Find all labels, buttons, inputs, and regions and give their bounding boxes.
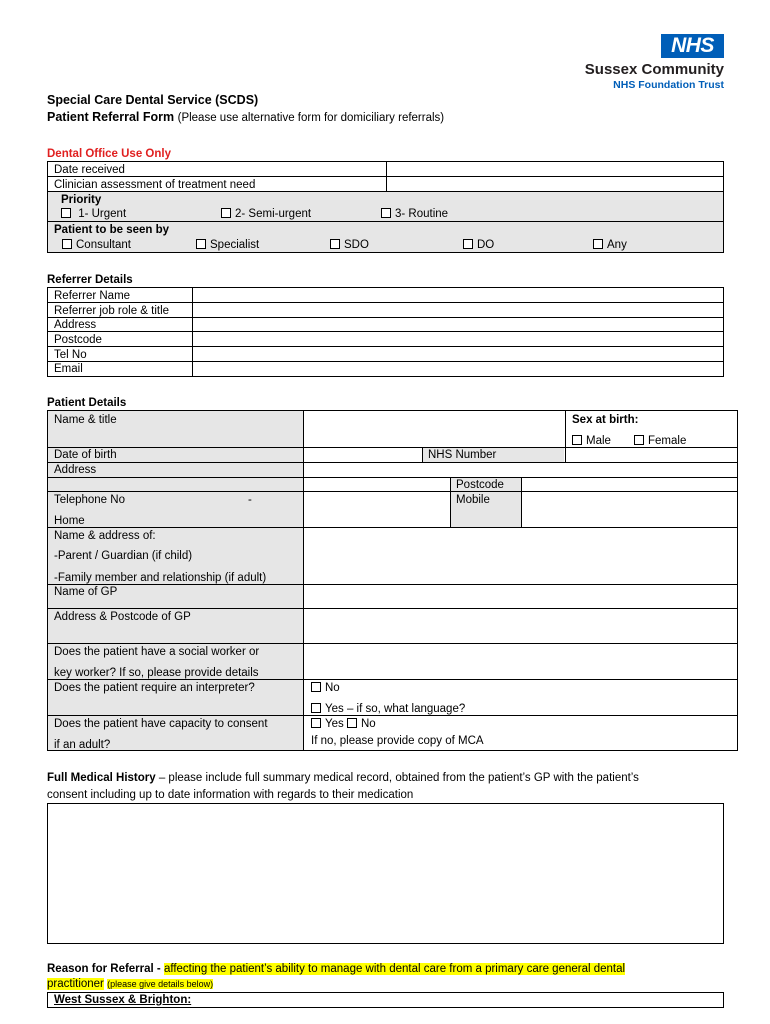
telephone-label: Telephone No [54,494,125,506]
referrer-tel-field[interactable] [193,347,723,361]
seen-do[interactable]: DO [463,238,494,252]
sex-male[interactable]: Male [572,434,611,448]
seen-specialist[interactable]: Specialist [196,238,259,252]
checkbox-icon[interactable] [196,239,206,249]
checkbox-icon[interactable] [221,208,231,218]
form-note: (Please use alternative form for domiciliary referrals) [177,112,445,124]
priority-semi-urgent[interactable]: 2- Semi-urgent [221,207,311,221]
medical-heading: Full Medical History – please include full summary medical record, obtained from the patient’s GP with the patient’s [47,772,639,784]
capacity-note: If no, please provide copy of MCA [311,735,484,747]
service-title: Special Care Dental Service (SCDS) [47,93,259,107]
referrer-role-label: Referrer job role & title [54,305,170,317]
gp-address-label: Address & Postcode of GP [54,611,191,623]
reason-heading-2: practitioner (please give details below) [47,978,214,990]
priority-urgent[interactable]: 1- Urgent [61,207,126,221]
parent-label-3: -Family member and relationship (if adult) [54,572,267,584]
nhs-number-field[interactable] [566,448,737,462]
medical-heading-2: consent including up to date information with regards to their medication [47,789,414,801]
capacity-no[interactable]: No [347,718,376,730]
priority-label: Priority [61,194,102,206]
interpreter-label: Does the patient require an interpreter? [54,682,255,694]
checkbox-icon[interactable] [311,718,321,728]
referrer-email-label: Email [54,363,83,375]
parent-field[interactable] [304,528,737,584]
capacity-options [311,717,376,731]
address-label: Address [54,464,97,476]
sex-female[interactable]: Female [634,434,686,448]
checkbox-icon[interactable] [572,435,582,445]
gp-name-label: Name of GP [54,586,118,598]
org-name: Sussex Community [584,61,724,78]
clinician-label: Clinician assessment of treatment need [54,179,256,191]
interpreter-no[interactable]: No [311,681,340,695]
checkbox-icon[interactable] [311,703,321,713]
referrer-title: Referrer Details [47,274,133,286]
gp-name-field[interactable] [304,585,737,608]
home-phone-field[interactable] [304,492,449,527]
social-worker-label-2: key worker? If so, please provide details [54,667,259,679]
dob-field[interactable] [304,448,421,462]
form-name: Patient Referral Form [47,110,175,124]
referrer-name-field[interactable] [193,288,723,302]
home-label: Home [54,515,85,527]
checkbox-icon[interactable] [347,718,357,728]
patient-name-field[interactable] [304,411,564,447]
capacity-label-1: Does the patient have capacity to consent [54,718,268,730]
parent-label-1: Name & address of: [54,530,156,542]
referrer-role-field[interactable] [193,303,723,317]
name-title-label: Name & title [54,414,117,426]
seen-any[interactable]: Any [593,238,627,252]
gp-address-field[interactable] [304,609,737,643]
postcode-label: Postcode [456,479,504,491]
referrer-tel-label: Tel No [54,349,87,361]
checkbox-icon[interactable] [463,239,473,249]
social-worker-label-1: Does the patient have a social worker or [54,646,260,658]
capacity-label-2: if an adult? [54,739,111,751]
interpreter-yes[interactable]: Yes – if so, what language? [311,702,465,716]
mobile-label: Mobile [456,494,490,506]
checkbox-icon[interactable] [593,239,603,249]
checkbox-icon[interactable] [62,239,72,249]
referrer-email-field[interactable] [193,362,723,376]
checkbox-icon[interactable] [634,435,644,445]
mobile-field[interactable] [522,492,737,527]
checkbox-icon[interactable] [61,208,71,218]
capacity-yes[interactable]: Yes [311,718,344,730]
referrer-address-label: Address [54,319,97,331]
referrer-postcode-field[interactable] [193,332,723,346]
medical-history-field[interactable] [47,803,724,944]
checkbox-icon[interactable] [311,682,321,692]
priority-routine[interactable]: 3- Routine [381,207,448,221]
date-received-label: Date received [54,164,125,176]
region-label: West Sussex & Brighton: [54,994,192,1006]
dob-label: Date of birth [54,449,117,461]
seen-sdo[interactable]: SDO [330,238,369,252]
referrer-postcode-label: Postcode [54,334,102,346]
reason-heading: Reason for Referral - affecting the patient’s ability to manage with dental care from a primary care general dental [47,963,626,975]
telephone-dash: - [248,494,252,506]
form-title [47,110,444,125]
nhs-number-label: NHS Number [428,449,497,461]
checkbox-icon[interactable] [330,239,340,249]
checkbox-icon[interactable] [381,208,391,218]
referrer-name-label: Referrer Name [54,290,131,302]
parent-label-2: -Parent / Guardian (if child) [54,550,193,562]
patient-title: Patient Details [47,397,127,409]
postcode-field[interactable] [522,478,737,491]
seen-consultant[interactable]: Consultant [62,238,131,252]
trust-name: NHS Foundation Trust [613,79,724,91]
nhs-logo: NHS [661,34,724,58]
social-worker-field[interactable] [304,644,737,679]
referrer-address-field[interactable] [193,318,723,331]
office-title: Dental Office Use Only [47,148,171,160]
seen-by-label: Patient to be seen by [54,224,170,236]
sex-label: Sex at birth: [572,414,639,426]
